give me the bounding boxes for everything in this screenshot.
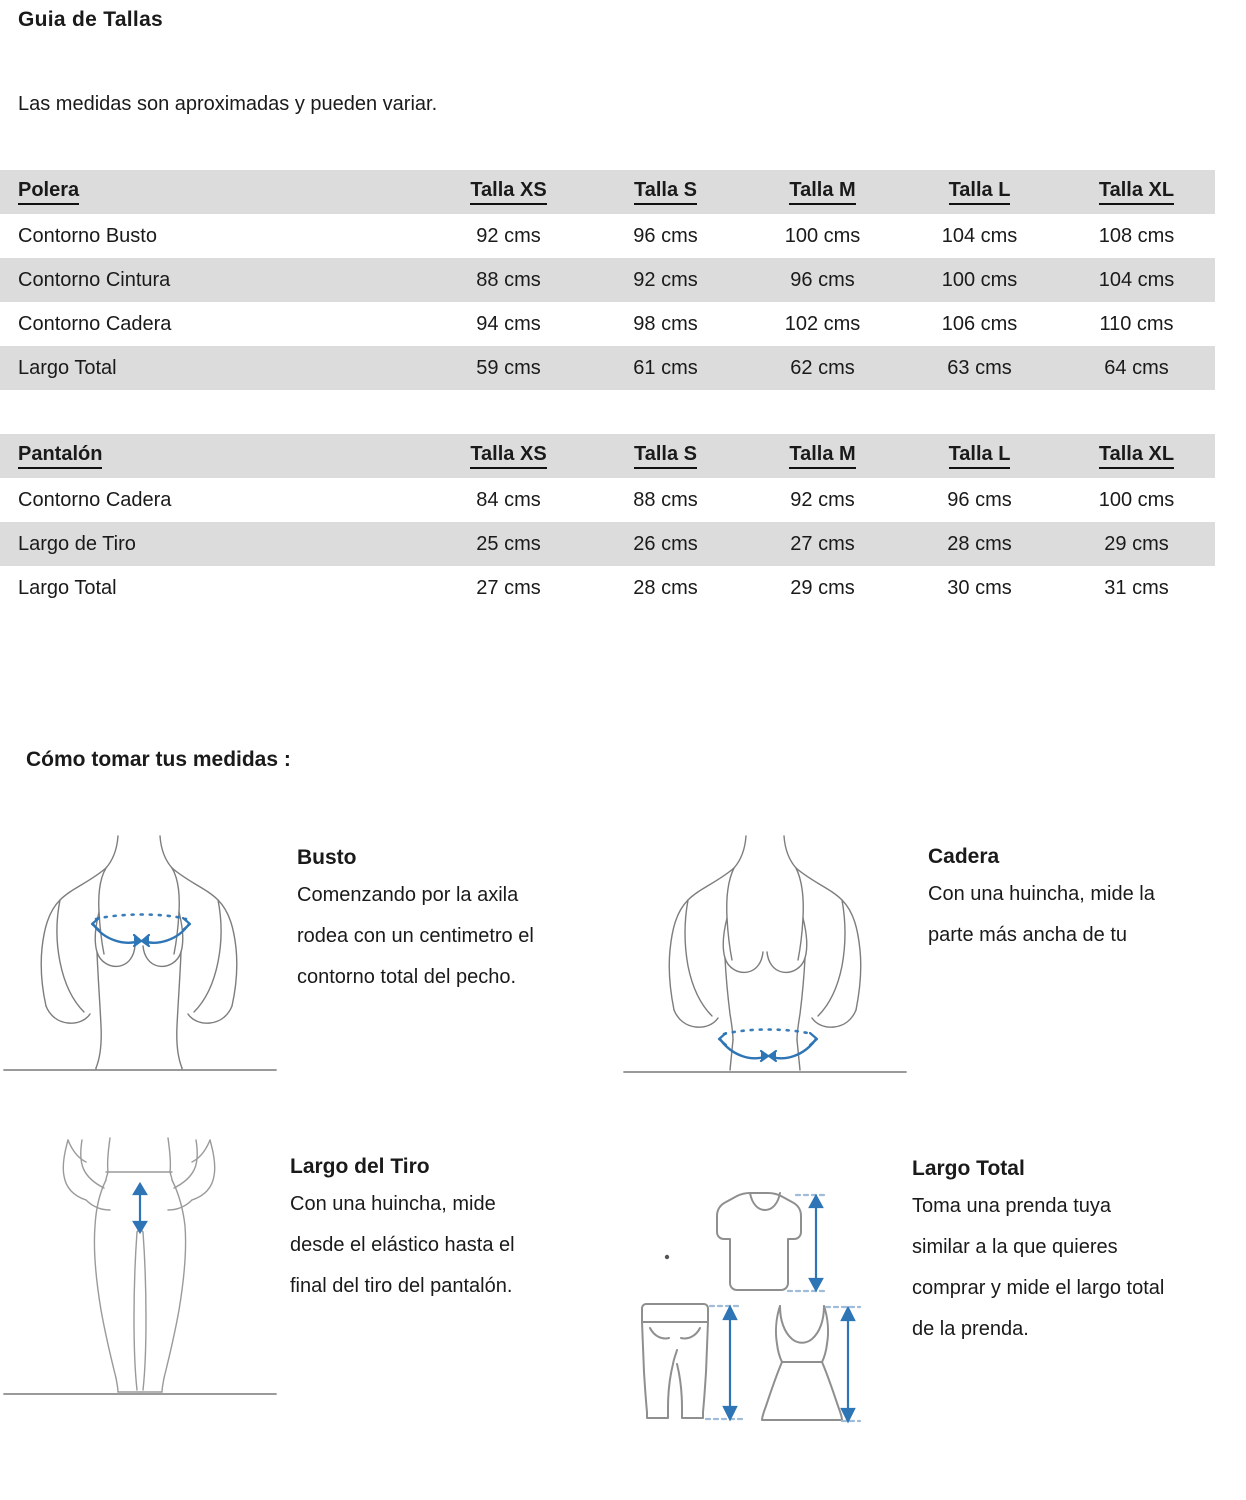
column-header-l: Talla L [901,434,1058,478]
table-row [0,522,1215,566]
table-row [0,214,1215,258]
cell-value: 100 cms [784,224,861,247]
largo-tiro-body [290,1184,606,1307]
largo-tiro-line: final del tiro del pantalón. [290,1275,513,1297]
cell-value: 63 cms [947,356,1012,379]
table-row [0,346,1215,390]
cell-value: 28 cms [633,576,698,599]
busto-torso-illustration [0,820,280,1080]
measure-block-largo-del-tiro [0,1110,620,1410]
busto-line: Comenzando por la axila [297,884,519,906]
column-header-s: Talla S [587,434,744,478]
largo-tiro-line: desde el elástico hasta el [290,1234,515,1256]
cell-value: 100 cms [941,268,1018,291]
cadera-torso-illustration [620,820,910,1080]
row-label: Largo de Tiro [18,532,136,555]
cell-value: 29 cms [790,576,855,599]
column-header-xl: Talla XL [1058,170,1215,214]
cell-value: 88 cms [476,268,541,291]
largo-total-line: Toma una prenda tuya [912,1195,1112,1217]
largo-tiro-legs-illustration [0,1110,280,1410]
measure-block-cadera [620,820,1246,1080]
busto-body [297,875,607,998]
largo-total-line: similar a la que quieres [912,1236,1118,1258]
column-header-xs: Talla XS [430,434,587,478]
cadera-line: Con una huincha, mide la [928,883,1155,905]
pants-icon [642,1304,708,1418]
cell-value: 94 cms [476,312,541,335]
size-table-polera [0,170,1215,390]
cadera-line: parte más ancha de tu [928,924,1128,946]
table-row [0,258,1215,302]
table-header-row [0,434,1215,478]
largo-total-copy [912,1152,1242,1350]
measure-block-largo-total [620,1140,1246,1430]
cell-value: 26 cms [633,532,698,555]
column-header-m: Talla M [744,434,901,478]
cell-value: 64 cms [1104,356,1169,379]
cell-value: 27 cms [476,576,541,599]
cell-value: 104 cms [941,224,1018,247]
column-header-xs: Talla XS [430,170,587,214]
cadera-body [928,874,1246,956]
column-header-xl: Talla XL [1058,434,1215,478]
busto-line: contorno total del pecho. [297,966,517,988]
row-label: Contorno Cadera [18,488,172,511]
busto-line: rodea con un centimetro el [297,925,534,947]
cell-value: 98 cms [633,312,698,335]
cell-value: 106 cms [941,312,1018,335]
busto-copy [297,841,607,998]
dress-icon [762,1306,842,1420]
cell-value: 84 cms [476,488,541,511]
cell-value: 102 cms [784,312,861,335]
size-table-pantalon [0,434,1215,610]
busto-title: Busto [297,846,357,869]
cell-value: 28 cms [947,532,1012,555]
table-row [0,302,1215,346]
largo-tiro-copy [290,1150,606,1307]
cell-value: 29 cms [1104,532,1169,555]
cell-value: 59 cms [476,356,541,379]
cell-value: 104 cms [1098,268,1175,291]
measure-block-busto [0,820,620,1080]
cell-value: 110 cms [1099,312,1174,335]
cell-value: 62 cms [790,356,855,379]
column-header-garment: Polera [0,170,430,214]
cell-value: 96 cms [790,268,855,291]
row-label: Largo Total [18,356,117,379]
cadera-copy [928,840,1246,956]
row-label: Contorno Cadera [18,312,172,335]
cell-value: 100 cms [1098,488,1175,511]
table-row [0,478,1215,522]
largo-total-title: Largo Total [912,1157,1025,1180]
intro-text: Las medidas son aproximadas y pueden variar. [18,93,438,115]
cell-value: 88 cms [633,488,698,511]
dot-artifact [665,1255,669,1259]
row-label: Largo Total [18,576,117,599]
cell-value: 61 cms [633,356,698,379]
cell-value: 108 cms [1098,224,1175,247]
column-header-garment: Pantalón [0,434,430,478]
largo-total-garments-illustration [620,1140,910,1430]
largo-total-line: comprar y mide el largo total [912,1277,1165,1299]
table-header-row [0,170,1215,214]
cell-value: 27 cms [790,532,855,555]
row-label: Contorno Cintura [18,268,171,291]
cell-value: 92 cms [790,488,855,511]
column-header-l: Talla L [901,170,1058,214]
tshirt-icon [717,1193,801,1290]
largo-tiro-line: Con una huincha, mide [290,1193,496,1215]
table-row [0,566,1215,610]
row-label: Contorno Busto [18,224,157,247]
measurements-heading: Cómo tomar tus medidas : [26,748,291,771]
largo-total-line: de la prenda. [912,1318,1029,1340]
column-header-m: Talla M [744,170,901,214]
largo-tiro-title: Largo del Tiro [290,1155,430,1178]
cell-value: 25 cms [476,532,541,555]
cell-value: 30 cms [947,576,1012,599]
cell-value: 96 cms [947,488,1012,511]
cell-value: 96 cms [633,224,698,247]
cell-value: 31 cms [1104,576,1169,599]
page-title: Guia de Tallas [18,8,164,31]
cell-value: 92 cms [476,224,541,247]
largo-total-body [912,1186,1242,1350]
column-header-s: Talla S [587,170,744,214]
cadera-title: Cadera [928,845,1000,868]
cell-value: 92 cms [633,268,698,291]
